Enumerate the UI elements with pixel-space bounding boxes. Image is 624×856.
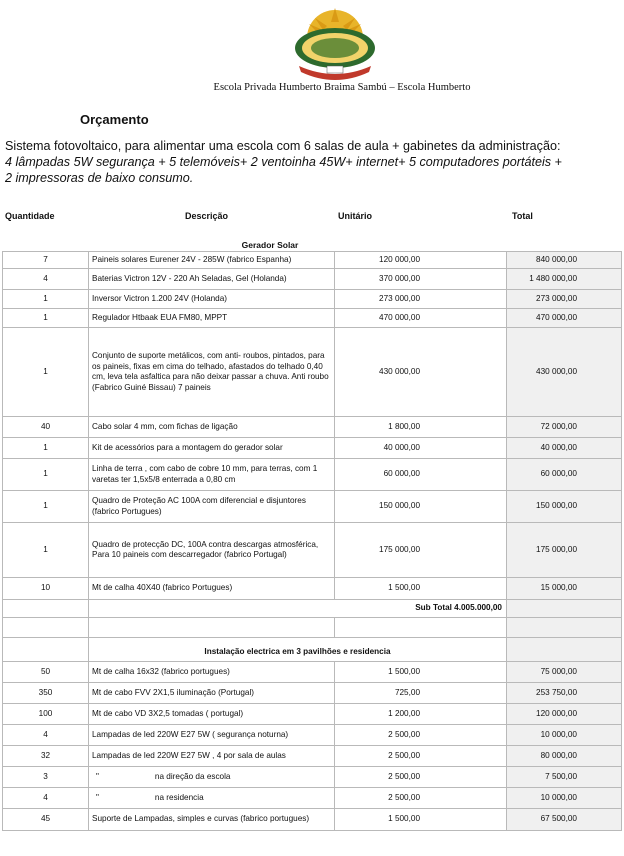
section-row: [3, 638, 622, 662]
qty-cell: 7: [3, 252, 89, 269]
table-row: [3, 767, 622, 788]
total-cell: 72 000,00: [507, 417, 622, 438]
empty-cell: [89, 618, 335, 638]
empty-cell: [3, 618, 89, 638]
table-row: [3, 309, 622, 328]
description-cell: Paineis solares Eurener 24V - 285W (fabrico Espanha): [89, 252, 335, 269]
intro-line-1: Sistema fotovoltaico, para alimentar uma escola com 6 salas de aula + gabinetes da administração:: [5, 139, 561, 153]
qty-cell: 50: [3, 662, 89, 683]
qty-cell: 1: [3, 491, 89, 523]
qty-cell: 350: [3, 683, 89, 704]
school-logo: [289, 8, 381, 84]
description-cell: Lampadas de led 220W E27 5W , 4 por sala de aulas: [89, 746, 335, 767]
description-cell: Cabo solar 4 mm, com fichas de ligação: [89, 417, 335, 438]
empty-cell: [3, 600, 89, 618]
unit-price-cell: 1 500,00: [335, 809, 507, 831]
description-cell: Kit de acessórios para a montagem do gerador solar: [89, 438, 335, 459]
unit-price-cell: 470 000,00: [335, 309, 507, 328]
unit-price-cell: 2 500,00: [335, 767, 507, 788]
col-quantity: Quantidade: [5, 211, 55, 221]
description-cell: Mt de calha 16x32 (fabrico portugues): [89, 662, 335, 683]
total-cell: 75 000,00: [507, 662, 622, 683]
table-row: [3, 290, 622, 309]
section-title-solar: Gerador Solar: [241, 240, 299, 250]
qty-cell: 1: [3, 438, 89, 459]
col-description: Descrição: [185, 211, 229, 221]
unit-price-cell: 2 500,00: [335, 788, 507, 809]
description-cell: Quadro de Proteção AC 100A com diferencial e disjuntores (fabrico Portugues): [89, 491, 335, 523]
unit-price-cell: 273 000,00: [335, 290, 507, 309]
table-row: [3, 662, 622, 683]
qty-cell: 100: [3, 704, 89, 725]
total-cell: 840 000,00: [507, 252, 622, 269]
qty-cell: 3: [3, 767, 89, 788]
table-row: [3, 417, 622, 438]
unit-price-cell: 150 000,00: [335, 491, 507, 523]
unit-price-cell: 1 800,00: [335, 417, 507, 438]
table-row: [3, 725, 622, 746]
section-title-installation: Instalação electrica em 3 pavilhões e residencia: [89, 638, 507, 662]
qty-cell: 4: [3, 725, 89, 746]
unit-price-cell: 60 000,00: [335, 459, 507, 491]
total-cell: 1 480 000,00: [507, 269, 622, 290]
description-cell: [89, 767, 335, 788]
col-unit: Unitário: [338, 211, 373, 221]
description-cell: Baterias Victron 12V - 220 Ah Seladas, Gel (Holanda): [89, 269, 335, 290]
unit-price-cell: 370 000,00: [335, 269, 507, 290]
qty-cell: 32: [3, 746, 89, 767]
description-cell: Suporte de Lampadas, simples e curvas (fabrico portugues): [89, 809, 335, 831]
table-row: [3, 683, 622, 704]
budget-table: [2, 251, 622, 831]
table-row: [3, 788, 622, 809]
unit-price-cell: 1 500,00: [335, 662, 507, 683]
unit-price-cell: 175 000,00: [335, 523, 507, 578]
total-cell: 150 000,00: [507, 491, 622, 523]
sunburst-emblem: [295, 8, 375, 80]
description-cell: Mt de calha 40X40 (fabrico Portugues): [89, 578, 335, 600]
total-cell: 175 000,00: [507, 523, 622, 578]
total-cell: 67 500,00: [507, 809, 622, 831]
description-cell: Mt de cabo FVV 2X1,5 iluminação (Portugal): [89, 683, 335, 704]
subtotal-cell: Sub Total 4.005.000,00: [89, 600, 507, 618]
table-row: [3, 578, 622, 600]
description-text: na residencia: [154, 792, 204, 802]
unit-price-cell: 1 200,00: [335, 704, 507, 725]
qty-cell: 40: [3, 417, 89, 438]
qty-cell: 1: [3, 309, 89, 328]
unit-price-cell: 430 000,00: [335, 328, 507, 417]
description-cell: Regulador Htbaak EUA FM80, MPPT: [89, 309, 335, 328]
total-cell: 430 000,00: [507, 328, 622, 417]
table-row: [3, 704, 622, 725]
total-cell: 253 750,00: [507, 683, 622, 704]
unit-price-cell: 2 500,00: [335, 725, 507, 746]
description-cell: Quadro de protecção DC, 100A contra descargas atmosférica, Para 10 paineis com descarregador (fabrico Portugal): [89, 523, 335, 578]
empty-cell: [335, 618, 507, 638]
ditto-mark: ": [96, 792, 99, 802]
total-cell: 80 000,00: [507, 746, 622, 767]
description-cell: Inversor Victron 1.200 24V (Holanda): [89, 290, 335, 309]
intro-text: [5, 138, 621, 186]
total-cell: 60 000,00: [507, 459, 622, 491]
empty-cell: [507, 600, 622, 618]
unit-price-cell: 120 000,00: [335, 252, 507, 269]
empty-cell: [3, 638, 89, 662]
description-text: na direção da escola: [154, 771, 231, 781]
intro-line-2: 4 lâmpadas 5W segurança + 5 telemóveis+ 2 ventoinha 45W+ internet+ 5 computadores portáteis +: [5, 155, 562, 169]
total-cell: 40 000,00: [507, 438, 622, 459]
ditto-mark: ": [96, 771, 99, 781]
total-cell: 10 000,00: [507, 788, 622, 809]
empty-cell: [507, 638, 622, 662]
page-title: Orçamento: [80, 112, 149, 127]
intro-line-3: 2 impressoras de baixo consumo.: [5, 171, 194, 185]
description-cell: Lampadas de led 220W E27 5W ( segurança noturna): [89, 725, 335, 746]
table-row: [3, 809, 622, 831]
total-cell: 273 000,00: [507, 290, 622, 309]
qty-cell: 1: [3, 290, 89, 309]
total-cell: 120 000,00: [507, 704, 622, 725]
unit-price-cell: 725,00: [335, 683, 507, 704]
total-cell: 10 000,00: [507, 725, 622, 746]
description-cell: [89, 788, 335, 809]
qty-cell: 1: [3, 459, 89, 491]
table-row: [3, 269, 622, 290]
table-row: [3, 746, 622, 767]
table-row: [3, 459, 622, 491]
unit-price-cell: 2 500,00: [335, 746, 507, 767]
table-row: [3, 523, 622, 578]
qty-cell: 1: [3, 523, 89, 578]
col-total: Total: [512, 211, 533, 221]
empty-cell: [507, 618, 622, 638]
description-cell: Conjunto de suporte metálicos, com anti- roubos, pintados, para os paineis, fixas em cima do telhado, afastados do telhado 0,40 cm, leva tela asfaltica para não deixar passar a chuva. Anti roubo (Fabrico Guiné Bissau) 7 paineis: [89, 328, 335, 417]
table-row: [3, 438, 622, 459]
description-cell: Mt de cabo VD 3X2,5 tomadas ( portugal): [89, 704, 335, 725]
description-cell: Linha de terra , com cabo de cobre 10 mm, para terras, com 1 varetas ter 1,5x5/8 enterrada a 0,80 cm: [89, 459, 335, 491]
table-row: [3, 491, 622, 523]
table-row: [3, 252, 622, 269]
subtotal-row: [3, 600, 622, 618]
total-cell: 470 000,00: [507, 309, 622, 328]
unit-price-cell: 40 000,00: [335, 438, 507, 459]
school-name: Escola Privada Humberto Braima Sambú – Escola Humberto: [213, 82, 471, 93]
total-cell: 15 000,00: [507, 578, 622, 600]
spacer-row: [3, 618, 622, 638]
qty-cell: 45: [3, 809, 89, 831]
qty-cell: 4: [3, 788, 89, 809]
unit-price-cell: 1 500,00: [335, 578, 507, 600]
table-row: [3, 328, 622, 417]
qty-cell: 1: [3, 328, 89, 417]
qty-cell: 10: [3, 578, 89, 600]
total-cell: 7 500,00: [507, 767, 622, 788]
qty-cell: 4: [3, 269, 89, 290]
